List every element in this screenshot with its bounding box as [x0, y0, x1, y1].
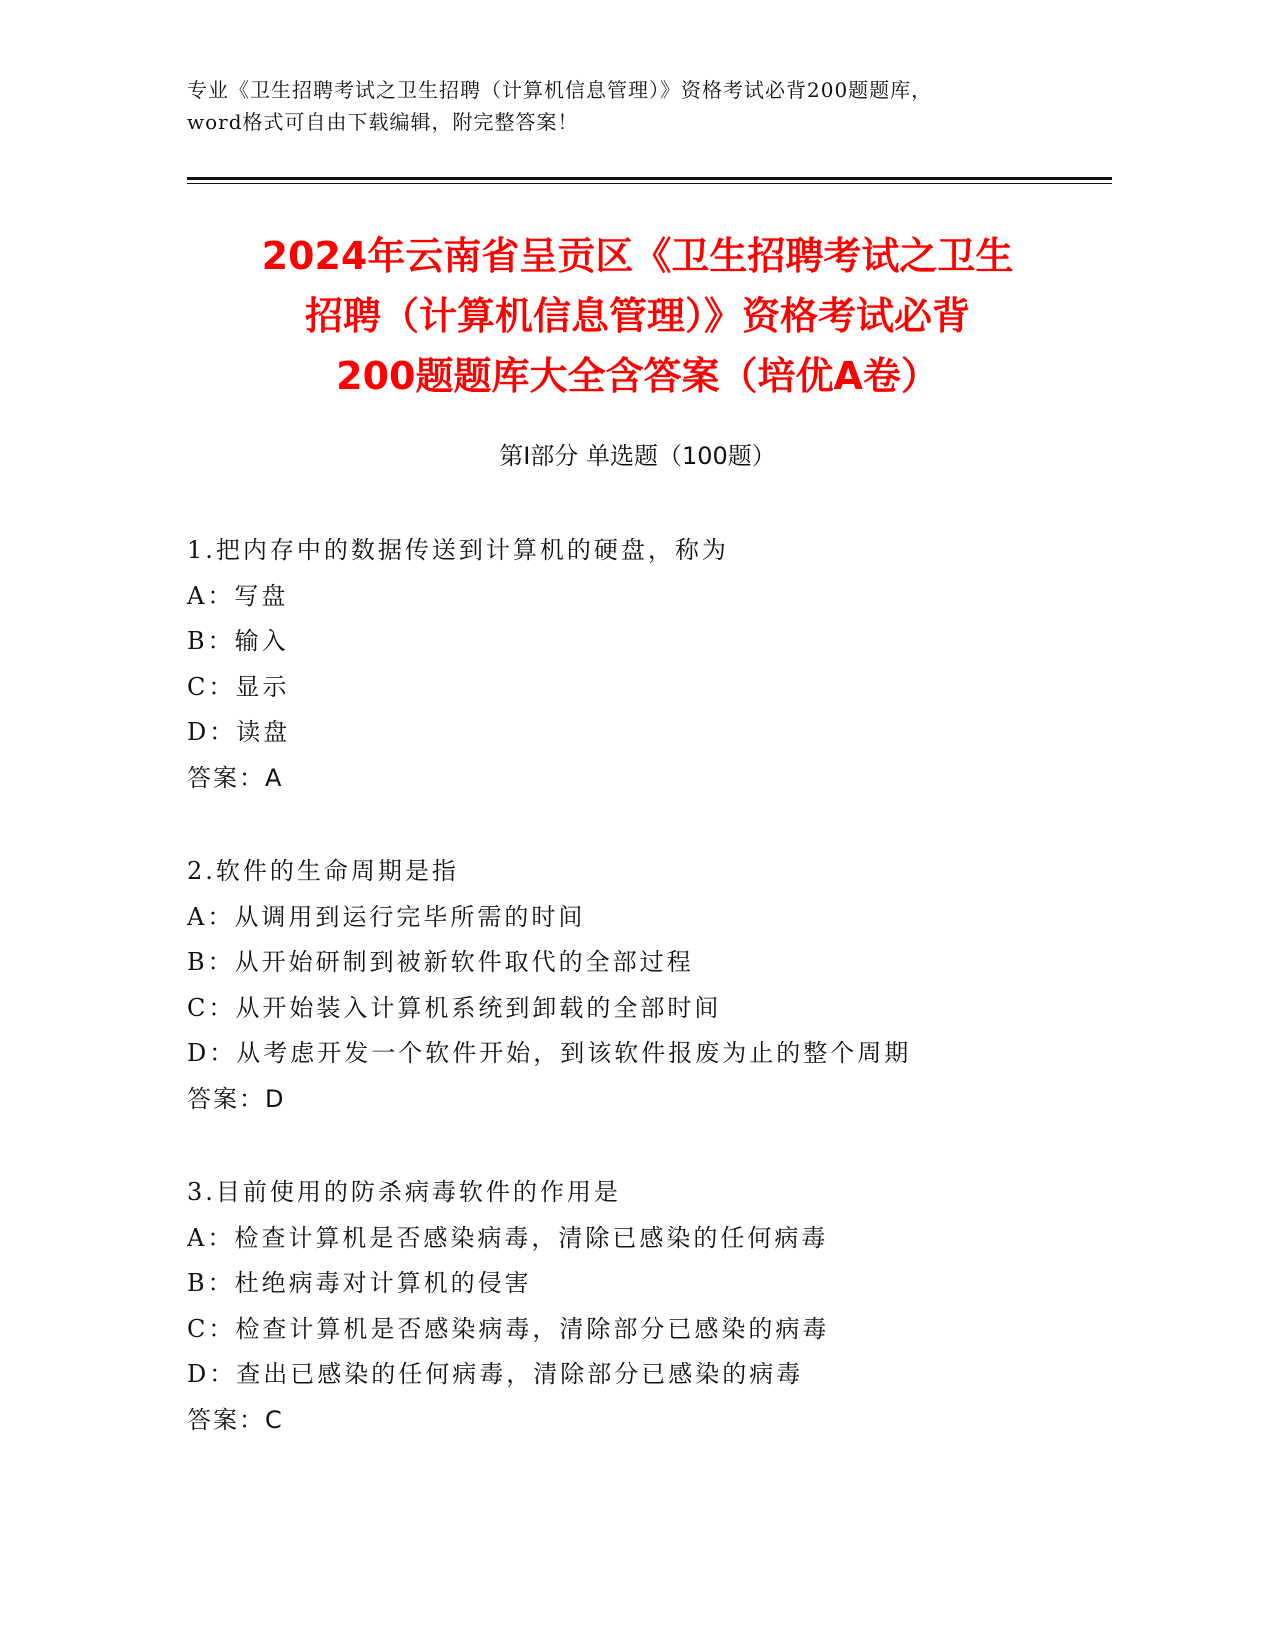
question-option-c: C：从开始装入计算机系统到卸载的全部时间	[187, 993, 722, 1022]
question-option-b: B：杜绝病毒对计算机的侵害	[187, 1269, 532, 1297]
question-option-b: B：输入	[187, 627, 289, 655]
document-title-line-2: 招聘（计算机信息管理）》资格考试必背	[304, 294, 970, 338]
header-note	[187, 74, 1087, 138]
section-heading: 第Ⅰ部分 单选题（100题）	[499, 442, 776, 470]
header-note-line-2: word格式可自由下载编辑，附完整答案！	[187, 110, 579, 134]
question-list	[187, 528, 1117, 1491]
question-stem: 1.把内存中的数据传送到计算机的硬盘，称为	[187, 536, 729, 564]
question-option-c: C：检查计算机是否感染病毒，清除部分已感染的病毒	[187, 1314, 830, 1343]
question-item	[187, 1170, 1117, 1443]
question-stem: 2.软件的生命周期是指	[187, 857, 459, 885]
document-title-line-3: 200题题库大全含答案（培优A卷）	[336, 354, 939, 398]
header-note-line-1: 专业《卫生招聘考试之卫生招聘（计算机信息管理）》资格考试必背200题题库，	[187, 78, 933, 102]
header-divider-thin	[187, 183, 1112, 184]
question-answer: 答案：D	[187, 1084, 286, 1113]
question-item	[187, 849, 1117, 1122]
question-option-d: D：读盘	[187, 718, 291, 746]
question-option-c: C：显示	[187, 672, 290, 701]
document-title-line-1: 2024年云南省呈贡区《卫生招聘考试之卫生	[261, 234, 1014, 278]
header-divider-thick	[187, 177, 1112, 180]
question-item	[187, 528, 1117, 801]
question-option-a: A：写盘	[187, 581, 289, 610]
question-option-a: A：从调用到运行完毕所需的时间	[187, 902, 586, 931]
question-option-d: D：查出已感染的任何病毒，清除部分已感染的病毒	[187, 1360, 804, 1388]
question-answer: 答案：C	[187, 1405, 284, 1434]
question-stem: 3.目前使用的防杀病毒软件的作用是	[187, 1178, 621, 1206]
question-option-b: B：从开始研制到被新软件取代的全部过程	[187, 948, 694, 976]
question-answer: 答案：A	[187, 763, 284, 792]
document-title	[140, 226, 1135, 406]
question-option-a: A：检查计算机是否感染病毒，清除已感染的任何病毒	[187, 1223, 829, 1252]
question-option-d: D：从考虑开发一个软件开始，到该软件报废为止的整个周期	[187, 1039, 912, 1067]
